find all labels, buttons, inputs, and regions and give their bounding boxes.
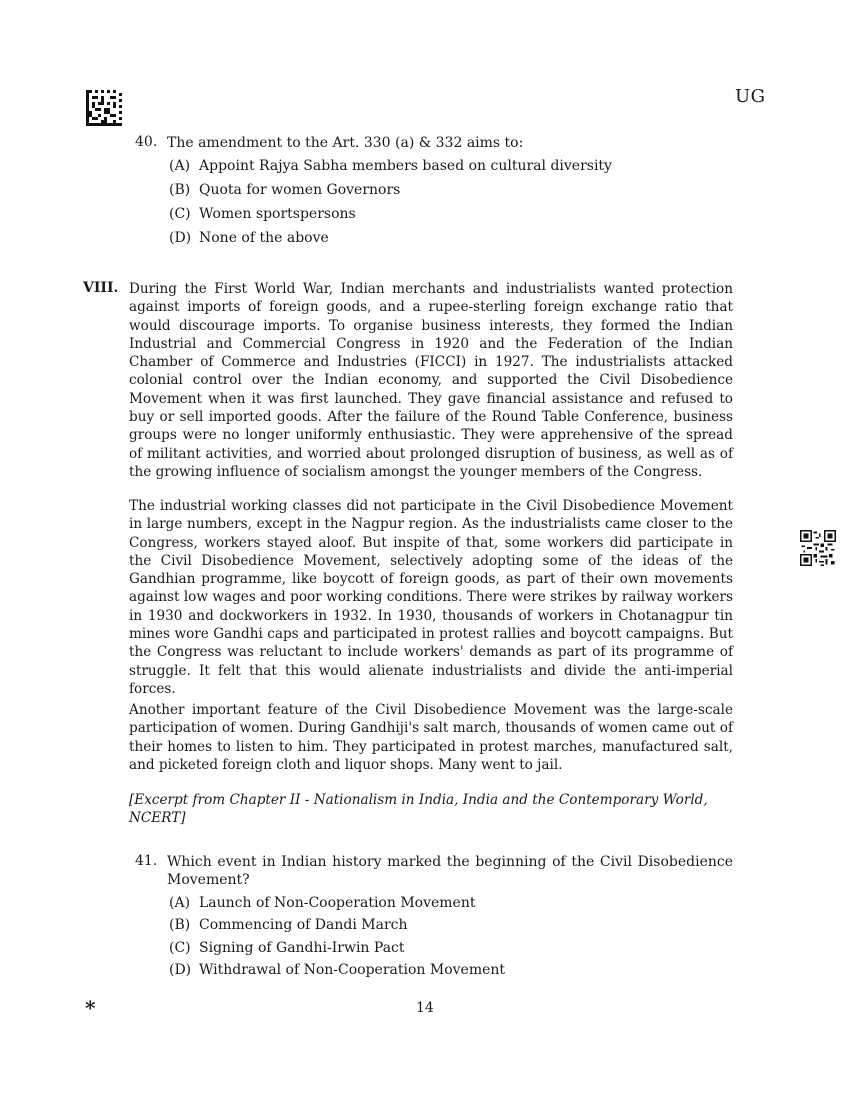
question-40-option-a: (A) Appoint Rajya Sabha members based on cultural diversity xyxy=(169,158,612,174)
qr-code-icon xyxy=(800,530,836,566)
star-mark: * xyxy=(85,996,96,1020)
passage-paragraph-3: Another important feature of the Civil Disobedience Movement was the large-scale participation of women. During Gandhiji's salt march, thousands of women came out of their homes to listen to him. They participated in protest marches, manufactured salt, and picketed foreign cloth and liquor shops. Many went to jail. xyxy=(129,702,733,773)
question-40-option-d: (D) None of the above xyxy=(169,230,329,246)
question-41-option-c: (C) Signing of Gandhi-Irwin Pact xyxy=(169,940,405,956)
question-41-text: Which event in Indian history marked the beginning of the Civil Disobedience Movement? xyxy=(167,854,733,888)
question-41-option-d: (D) Withdrawal of Non-Cooperation Movement xyxy=(169,962,506,978)
passage-citation: [Excerpt from Chapter II - Nationalism in India, India and the Contemporary World, NCERT] xyxy=(129,792,708,827)
question-40-option-b: (B) Quota for women Governors xyxy=(169,182,401,198)
question-41-number: 41. xyxy=(135,853,158,869)
question-40-text: The amendment to the Art. 330 (a) & 332 aims to: xyxy=(167,135,524,151)
section-label: VIII. xyxy=(83,280,119,296)
paper-code: UG xyxy=(735,86,766,107)
passage-paragraph-2: The industrial working classes did not participate in the Civil Disobedience Movement in large numbers, except in the Nagpur region. As the industrialists came closer to the Congress, workers stayed aloof. But inspite of that, some workers did participate in the Civil Disobedience Movement, selectively adopting some of the ideas of the Gandhian programme, like boycott of foreign goods, as part of their own movements against low wages and poor working conditions. There were strikes by railway workers in 1930 and dockworkers in 1932. In 1930, thousands of workers in Chotanagpur tin mines wore Gandhi caps and participated in protest rallies and boycott campaigns. But the Congress was reluctant to include workers' demands as part of its programme of struggle. It felt that this would alienate industrialists and divide the anti-imperial forces. xyxy=(129,498,733,697)
page-number: 14 xyxy=(416,1000,434,1016)
question-40-option-c: (C) Women sportspersons xyxy=(169,206,356,222)
question-41-option-b: (B) Commencing of Dandi March xyxy=(169,917,408,933)
datamatrix-code-icon xyxy=(86,90,122,126)
passage-paragraph-1: During the First World War, Indian merchants and industrialists wanted protection against imports of foreign goods, and a rupee-sterling foreign exchange ratio that would discourage imports. To organise business interests, they formed the Indian Industrial and Commercial Congress in 1920 and the Federation of the Indian Chamber of Commerce and Industries (FICCI) in 1927. The industrialists attacked colonial control over the Indian economy, and supported the Civil Disobedience Movement when it was first launched. They gave financial assistance and refused to buy or sell imported goods. After the failure of the Round Table Conference, business groups were no longer uniformly enthusiastic. They were apprehensive of the spread of militant activities, and worried about prolonged disruption of business, as well as of the growing influence of socialism amongst the younger members of the Congress. xyxy=(129,281,733,480)
question-41-option-a: (A) Launch of Non-Cooperation Movement xyxy=(169,895,476,911)
question-40-number: 40. xyxy=(135,134,158,150)
